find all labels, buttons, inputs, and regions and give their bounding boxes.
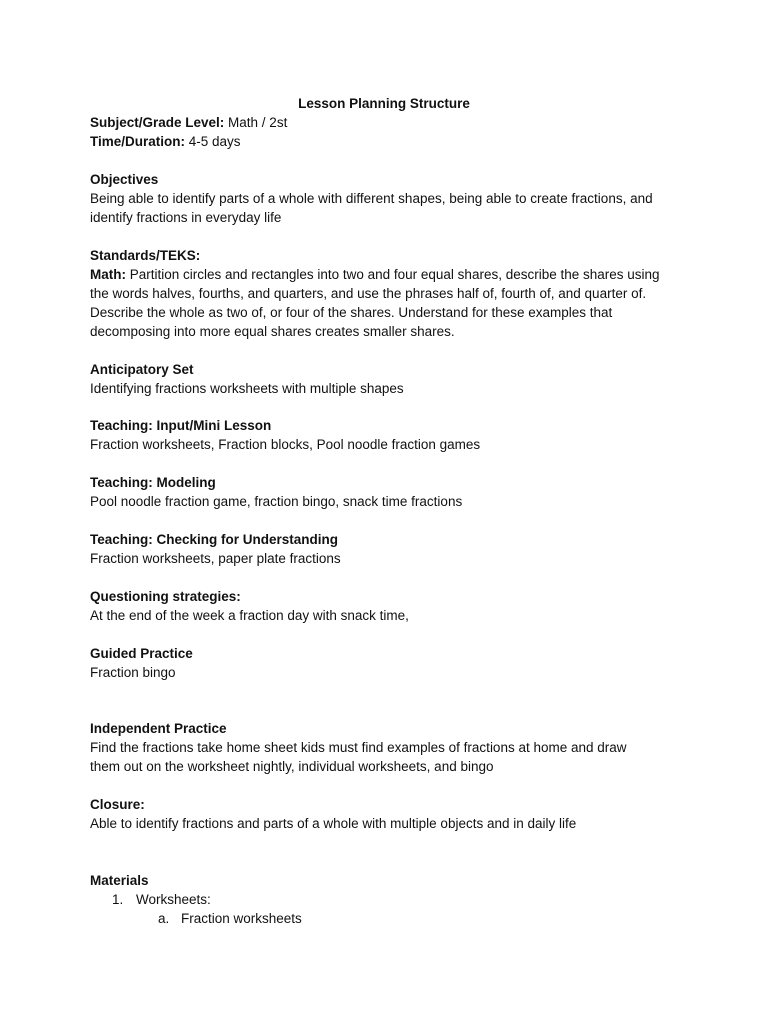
independent-practice-line-2: them out on the worksheet nightly, individual worksheets, and bingo [90, 759, 494, 774]
materials-heading: Materials [90, 873, 149, 888]
anticipatory-set-heading: Anticipatory Set [90, 362, 194, 377]
standards-line-2: the words halves, fourths, and quarters, and use the phrases half of, fourth of, and quarter of. [90, 286, 647, 301]
subject-grade-label: Subject/Grade Level: [90, 115, 225, 130]
guided-practice-text: Fraction bingo [90, 665, 176, 680]
standards-math-label: Math: [90, 267, 126, 282]
standards-heading: Standards/TEKS: [90, 248, 201, 263]
objectives-heading: Objectives [90, 172, 159, 187]
materials-subitem-a-marker: a. [158, 911, 170, 926]
questioning-text: At the end of the week a fraction day with snack time, [90, 608, 409, 623]
time-duration-label: Time/Duration: [90, 134, 186, 149]
anticipatory-set-text: Identifying fractions worksheets with multiple shapes [90, 381, 404, 396]
teaching-checking-text: Fraction worksheets, paper plate fractions [90, 551, 341, 566]
teaching-modeling-text: Pool noodle fraction game, fraction bingo, snack time fractions [90, 494, 463, 509]
standards-line-4: decomposing into more equal shares creates smaller shares. [90, 324, 455, 339]
time-duration-value: 4-5 days [185, 134, 241, 149]
time-duration-line [90, 132, 690, 151]
standards-line-1 [90, 265, 690, 284]
objectives-line-2: identify fractions in everyday life [90, 210, 282, 225]
standards-line-3: Describe the whole as two of, or four of the shares. Understand for these examples that [90, 305, 613, 320]
teaching-input-text: Fraction worksheets, Fraction blocks, Pool noodle fraction games [90, 437, 481, 452]
materials-subitem-a-label: Fraction worksheets [181, 911, 302, 926]
independent-practice-line-1: Find the fractions take home sheet kids must find examples of fractions at home and draw [90, 740, 627, 755]
standards-line-1-text: Partition circles and rectangles into two and four equal shares, describe the shares using [126, 267, 660, 282]
teaching-input-heading: Teaching: Input/Mini Lesson [90, 418, 272, 433]
independent-practice-heading: Independent Practice [90, 721, 227, 736]
materials-item-1-marker: 1. [112, 892, 124, 907]
guided-practice-heading: Guided Practice [90, 646, 193, 661]
teaching-modeling-heading: Teaching: Modeling [90, 475, 216, 490]
closure-text: Able to identify fractions and parts of a whole with multiple objects and in daily life [90, 816, 577, 831]
closure-heading: Closure: [90, 797, 145, 812]
objectives-line-1: Being able to identify parts of a whole with different shapes, being able to create fractions, and [90, 191, 653, 206]
materials-item-1-label: Worksheets: [136, 892, 211, 907]
teaching-checking-heading: Teaching: Checking for Understanding [90, 532, 339, 547]
questioning-heading: Questioning strategies: [90, 589, 241, 604]
page-title: Lesson Planning Structure [298, 96, 470, 111]
subject-grade-line [90, 113, 690, 132]
subject-grade-value: Math / 2st [224, 115, 288, 130]
